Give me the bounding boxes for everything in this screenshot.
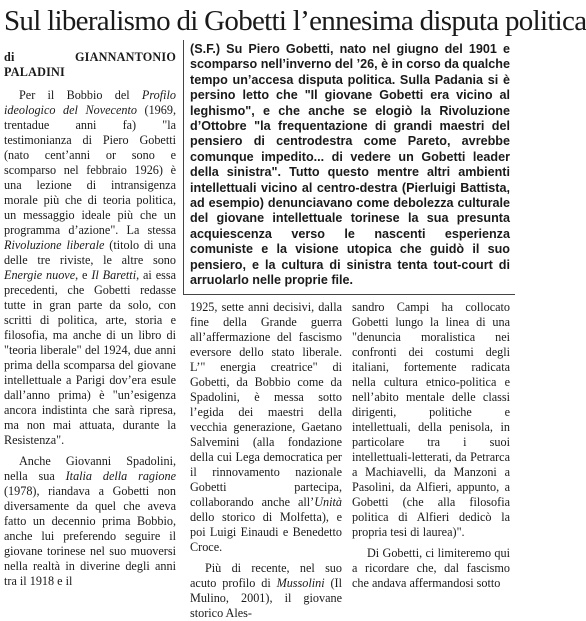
article-column-3 [352,300,510,591]
col1-paragraph-2: Anche Giovanni Spadolini, nella sua Italia della ragione (1978), riandava a Gobetti non diversamente da quel che aveva fatto un decennio prima Bobbio, anche lui preferendo seguire il giovane torinese nel suo muoversi nella realtà in diverine degli anni tra il 1918 e il [4,454,176,588]
article-column-2 [190,300,342,621]
article-column-1 [4,50,176,589]
col2-paragraph-1: 1925, sette anni decisivi, dalla fine della Grande guerra all’affermazione del fascismo eversore dello stato liberale. L’" energia creatrice" di Gobetti, da Bobbio come da Spadolini, è messa sotto l’egida dei maestri della vecchia generazione, Gaetano Salvemini (alla fondazione della cui Lega democratica per il rinnovamento nazionale Gobetti partecipa, collaborando anche all’Unità dello storico di Molfetta), e poi Luigi Einaudi e Benedetto Croce. [190,300,342,554]
col1-paragraph-1: Per il Bobbio del Profilo ideologico del Novecento (1969, trentadue anni fa) "la testimonianza di Piero Gobetti (nato cent’anni or sono e scomparso nel febbraio 1926) è una lezione di intransigenza morale più che di teoria politica, un messaggio ideale più che un programma d’azione". La stessa Rivoluzione liberale (titolo di una delle tre riviste, le altre sono Energie nuove, e Il Baretti, ai essa precedenti, che Gobetti redasse tutte in gran parte da solo, con scritti di politica, arte, storia e filosofia, ma anche di un libro di "teoria liberale" del 1924, due anni prima della scomparsa del giovane intellettuale a Parigi dov’era esule dall’anno prima) è "un’esigenza ancora indistinta che sarà ripresa, ma non mai attuata, durante la Resistenza". [4,88,177,447]
column-rule-vertical [183,40,184,294]
lede-box [190,42,510,289]
col2-paragraph-2: Più di recente, nel suo acuto profilo di Mussolini (Il Mulino, 2001), il giovane storico Ales- [190,561,342,620]
col3-paragraph-1: sandro Campi ha collocato Gobetti lungo la linea di una "denuncia moralistica nei confronti dei costumi degli italiani, fortemente radicata nella cultura etnico-politica e nell’abito mentale delle classi dirigenti, politiche e intellettuali, della penisola, in particolare tra i suoi intellettuali-letterati, da Petrarca a Machiavelli, da Manzoni a Pasolini, da Alfieri, appunto, a Gobetti (che alla filosofia politica di Alfieri dedicò la propria tesi di laurea)". [352,300,510,539]
headline: Sul liberalismo di Gobetti l’ennesima disputa politica [4,5,586,37]
byline: di GIANNANTONIO PALADINI [4,50,176,79]
col3-paragraph-2: Di Gobetti, ci limiteremo qui a ricordare che, dal fascismo che andava affermandosi sotto [352,546,510,590]
column-rule-horizontal [183,294,515,295]
lede-text: (S.F.) Su Piero Gobetti, nato nel giugno del 1901 e scomparso nell’inverno del ’26, è in corso da qualche tempo un’accesa disputa politica. Sulla Padania si è persino letto che "Il giovane Gobetti era vicino al leghismo", e che anche se elogiò la Rivoluzione d’Ottobre "la frequentazione di grandi maestri del pensiero di centrodestra come Pareto, avrebbe comunque impedito... di vedere un Gobetti leader della sinistra". Tutto questo mentre altri ambienti intellettuali vicino al centro-destra (Pierluigi Battista, ad esempio) denunciavano come debolezza culturale del giovane intellettuale torinese la sua presunta acquiescenza verso le nascenti esperienza comuniste e la visione utopica che guidò il suo pensiero, e la cultura di sinistra tenta tout-court di arruolarlo nelle proprie file. [190,42,510,288]
